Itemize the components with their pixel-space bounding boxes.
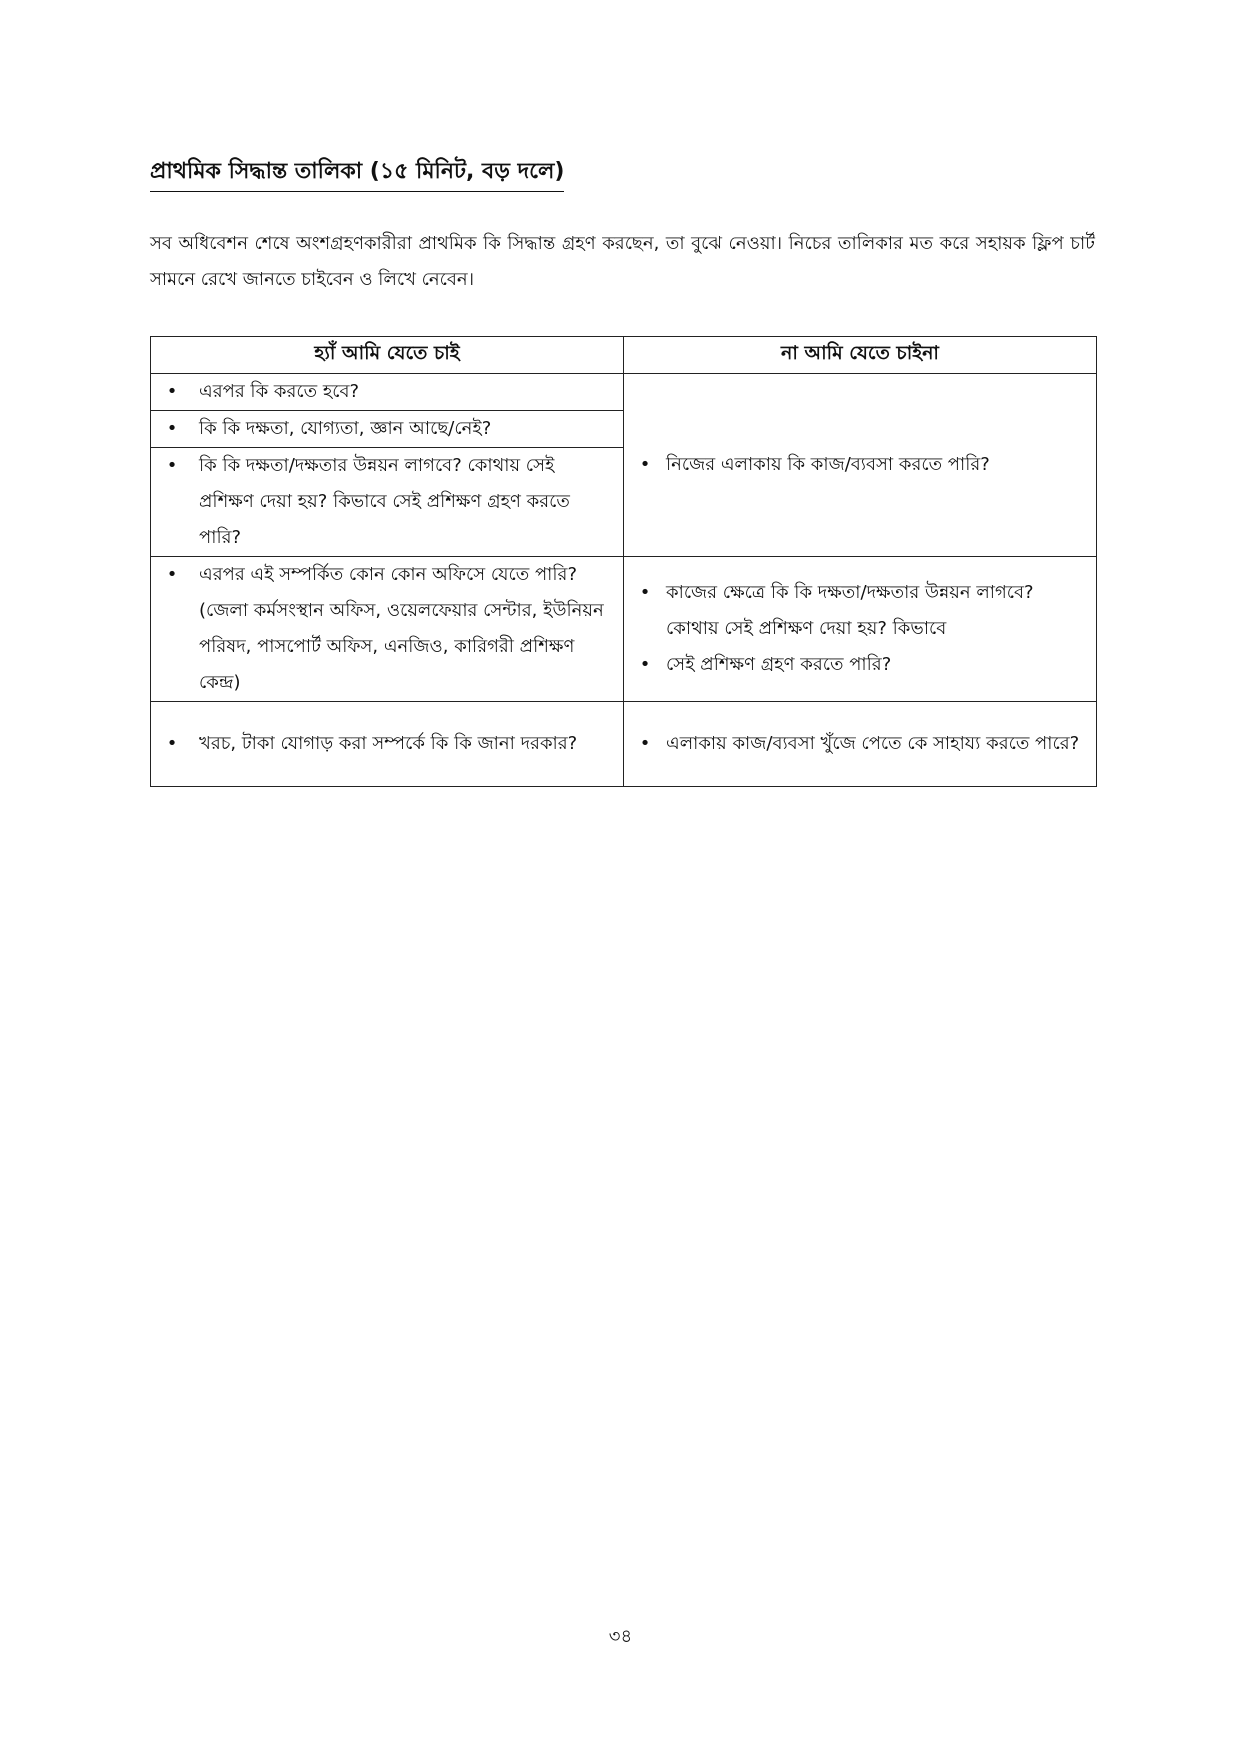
table-cell-left <box>151 557 624 702</box>
list-item <box>163 726 613 762</box>
intro-paragraph: সব অধিবেশন শেষে অংশগ্রহণকারীরা প্রাথমিক কি সিদ্ধান্ত গ্রহণ করছেন, তা বুঝে নেওয়া। নিচের তালিকার মত করে সহায়ক ফ্লিপ চার্ট সামনে রেখে জানতে চাইবেন ও লিখে নেবেন। <box>150 233 1095 290</box>
list-item-text: সেই প্রশিক্ষণ গ্রহণ করতে পারি? <box>666 654 892 675</box>
header-yes: হ্যাঁ আমি যেতে চাই <box>151 337 624 374</box>
list-item <box>636 447 1086 483</box>
section-heading: প্রাথমিক সিদ্ধান্ত তালিকা (১৫ মিনিট, বড় দলে) <box>150 156 564 192</box>
table-cell-right <box>624 702 1097 787</box>
list-item <box>636 647 1086 683</box>
list-item-text: এরপর এই সম্পর্কিত কোন কোন অফিসে যেতে পারি? (জেলা কর্মসংস্থান অফিস, ওয়েলফেয়ার সেন্টার, ইউনিয়ন পরিষদ, পাসপোর্ট অফিস, এনজিও, কারিগরী প্রশিক্ষণ কেন্দ্র) <box>199 564 604 693</box>
list-item-text: কি কি দক্ষতা/দক্ষতার উন্নয়ন লাগবে? কোথায় সেই প্রশিক্ষণ দেয়া হয়? কিভাবে সেই প্রশিক্ষণ গ্রহণ করতে পারি? <box>199 455 570 548</box>
list-item-text: এলাকায় কাজ/ব্যবসা খুঁজে পেতে কে সাহায্য করতে পারে? <box>666 733 1080 754</box>
bullet-icon: • <box>166 418 178 439</box>
bullet-icon: • <box>166 564 178 585</box>
list-item-text: কি কি দক্ষতা, যোগ্যতা, জ্ঞান আছে/নেই? <box>199 418 492 439</box>
bullet-icon: • <box>166 381 178 402</box>
table-cell-left <box>151 702 624 787</box>
list-item <box>163 557 613 701</box>
table-header-row <box>151 337 1097 374</box>
list-item-text: এরপর কি করতে হবে? <box>199 381 360 402</box>
bullet-icon: • <box>166 455 178 476</box>
table-cell-right <box>624 557 1097 702</box>
table-cell-left <box>151 374 624 411</box>
decision-table <box>150 336 1097 787</box>
table-row <box>151 702 1097 787</box>
list-item-text: নিজের এলাকায় কি কাজ/ব্যবসা করতে পারি? <box>666 454 990 475</box>
table-cell-right <box>624 374 1097 557</box>
bullet-icon: • <box>639 733 651 754</box>
header-no: না আমি যেতে চাইনা <box>624 337 1097 374</box>
bullet-icon: • <box>639 454 651 475</box>
table-row <box>151 374 1097 411</box>
list-item <box>163 374 613 410</box>
list-item <box>636 726 1086 762</box>
table-row <box>151 557 1097 702</box>
list-item <box>163 411 613 447</box>
list-item <box>163 448 613 556</box>
list-item <box>636 575 1086 647</box>
table-cell-left <box>151 448 624 557</box>
bullet-icon: • <box>166 733 178 754</box>
list-item-text: খরচ, টাকা যোগাড় করা সম্পর্কে কি কি জানা দরকার? <box>199 733 578 754</box>
table-cell-left <box>151 411 624 448</box>
bullet-icon: • <box>639 654 651 675</box>
list-item-text: কাজের ক্ষেত্রে কি কি দক্ষতা/দক্ষতার উন্নয়ন লাগবে? কোথায় সেই প্রশিক্ষণ দেয়া হয়? কিভাবে <box>666 582 1034 639</box>
bullet-icon: • <box>639 582 651 603</box>
page-number: ৩৪ <box>608 1626 633 1647</box>
